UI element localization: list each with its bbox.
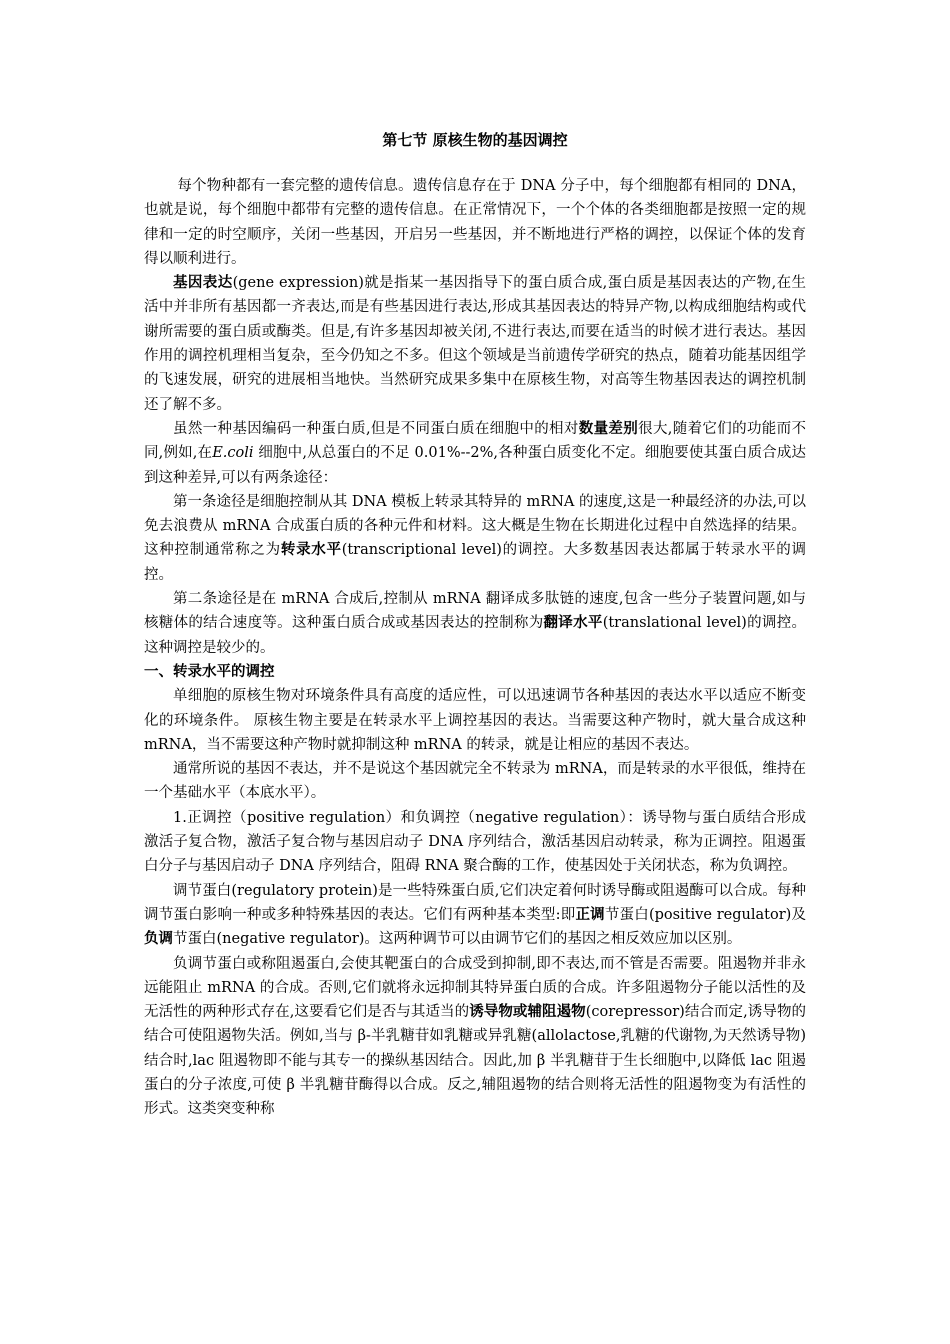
paragraph-text: (corepressor)结合而定,诱导物的结合可使阻遏物失活。例如,当与 β-半乳糖苷如乳糖或异乳糖(allolactose,乳糖的代谢物,为天然诱导物)结合时,lac 阻遏物即不能与其专一的操纵基因结合。因此,加 β 半乳糖苷于生长细胞中,以降低 lac 阻遏蛋白的分子浓度,可使 β 半乳糖苷酶得以合成。反之,辅阻遏物的结合则将无活性的阻遏物变为有活性的形式。这类突变种称 xyxy=(144,1004,807,1118)
paragraph-text: 节蛋白(negative regulator)。这两种调节可以由调节它们的基因之相反效应加以区别。 xyxy=(173,931,742,948)
paragraph-intro: 每个物种都有一套完整的遗传信息。遗传信息存在于 DNA 分子中，每个细胞都有相同的 DNA，也就是说，每个细胞中都带有完整的遗传信息。在正常情况下，一个个体的各类细胞都是按照一定的规律和一定的时空顺序，关闭一些基因，开启另一些基因，并不断地进行严格的调控，以保证个体的发育得以顺利进行。 xyxy=(144,178,806,267)
subsection-heading: 一、转录水平的调控 xyxy=(144,663,275,680)
document-page xyxy=(144,128,806,1122)
term-gene-expression: 基因表达 xyxy=(173,275,233,292)
section-title: 第七节 原核生物的基因调控 xyxy=(382,131,568,149)
term-negative: 负调 xyxy=(144,931,173,948)
term-quantity-difference: 数量差别 xyxy=(578,420,639,437)
paragraph-repressor xyxy=(144,952,806,1122)
paragraph-second-pathway xyxy=(144,587,806,660)
paragraph-text: 负调节蛋白或称阻遏蛋白,会使其靶蛋白的合成受到抑制,即不表达,而不管是否需要。阻遏物并非永远能阻止 mRNA 的合成。否则,它们就将永远抑制其特异蛋白质的合成。许多阻遏物分子能以活性的及无活性的两种形式存在,这要看它们是否与其适当的 xyxy=(144,955,806,1021)
paragraph-regulatory-protein xyxy=(144,879,806,952)
paragraph-basal-level: 通常所说的基因不表达，并不是说这个基因就完全不转录为 mRNA，而是转录的水平很低，维持在一个基础水平（本底水平）。 xyxy=(144,761,806,802)
paragraph-text: 节蛋白(positive regulator)及 xyxy=(604,906,807,923)
paragraph-text: 虽然一种基因编码一种蛋白质,但是不同蛋白质在细胞中的相对 xyxy=(173,420,579,437)
paragraph-quantity-difference xyxy=(144,417,806,490)
paragraph-text: (gene expression)就是指某一基因指导下的蛋白质合成,蛋白质是基因表达的产物,在生活中并非所有基因都一齐表达,而是有些基因进行表达,形成其基因表达的特异产物,以构成细胞结构或代谢所需要的蛋白质或酶类。但是,有许多基因却被关闭,不进行表达,而要在适当的时候才进行表达。基因作用的调控机理相当复杂，至今仍知之不多。但这个领域是当前遗传学研究的热点，随着功能基因组学的飞速发展，研究的进展相当地快。当然研究成果多集中在原核生物，对高等生物基因表达的调控机制还了解不多。 xyxy=(144,275,806,413)
paragraph-text: 细胞中,从总蛋白的不足 0.01%--2%,各种蛋白质变化不定。细胞要使其蛋白质合成达到这种差异,可以有两条途径： xyxy=(144,445,806,486)
paragraph-text: 很大,随着它们的功能而不同,例如,在 xyxy=(144,420,806,462)
paragraph-text: (transcriptional level)的调控。大多数基因表达都属于转录水平的调控。 xyxy=(144,542,807,583)
term-inducer-corepressor: 诱导物或辅阻遏物 xyxy=(469,1004,586,1021)
term-positive: 正调 xyxy=(575,906,605,923)
paragraph-first-pathway xyxy=(144,490,806,587)
paragraph-text: 调节蛋白(regulatory protein)是一些特殊蛋白质,它们决定着何时诱导酶或阻遏酶可以合成。每种调节蛋白影响一种或多种特殊基因的表达。它们有两种基本类型:即 xyxy=(144,882,806,923)
paragraph-text: 第一条途径是细胞控制从其 DNA 模板上转录其特异的 mRNA 的速度,这是一种最经济的办法,可以免去浪费从 mRNA 合成蛋白质的各种元件和材料。这大概是生物在长期进化过程中自然选择的结果。这种控制通常称之为 xyxy=(144,493,806,559)
paragraph-prokaryote-regulation: 单细胞的原核生物对环境条件具有高度的适应性，可以迅速调节各种基因的表达水平以适应不断变化的环境条件。 原核生物主要是在转录水平上调控基因的表达。当需要这种产物时，就大量合成这种 mRNA，当不需要这种产物时就抑制这种 mRNA 的转录，就是让相应的基因不表达。 xyxy=(144,688,806,753)
term-transcriptional-level: 转录水平 xyxy=(280,542,342,559)
paragraph-text: 第二条途径是在 mRNA 合成后,控制从 mRNA 翻译成多肽链的速度,包含一些分子装置问题,如与核糖体的结合速度等。这种蛋白质合成或基因表达的控制称为 xyxy=(144,591,806,632)
paragraph-gene-expression xyxy=(144,271,806,417)
paragraph-positive-negative-regulation: 1.正调控（positive regulation）和负调控（negative regulation）：诱导物与蛋白质结合形成激活子复合物，激活子复合物与基因启动子 DNA 序列结合，激活基因启动转录，称为正调控。阻遏蛋白分子与基因启动子 DNA 序列结合，阻碍 RNA 聚合酶的工作，使基因处于关闭状态，称为负调控。 xyxy=(144,809,806,875)
species-ecoli: E.coli xyxy=(212,445,254,462)
term-translational-level: 翻译水平 xyxy=(543,615,603,632)
paragraph-text: (translational level)的调控。这种调控是较少的。 xyxy=(144,615,806,656)
